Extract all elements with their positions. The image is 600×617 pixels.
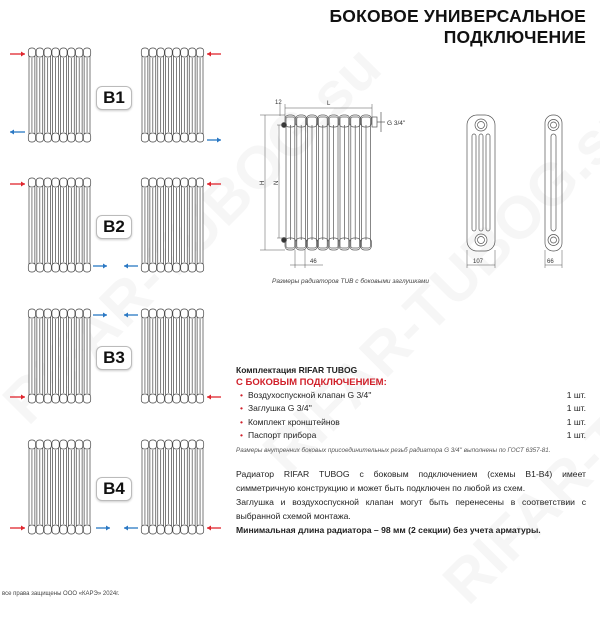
kit-item: • Заглушка G 3/4'' 1 шт. (240, 403, 586, 414)
supply-arrow-icon (207, 395, 221, 400)
kit-item-name: Паспорт прибора (247, 430, 317, 441)
copyright: все права защищены ООО «КАРЭ» 2024г. (2, 591, 120, 597)
return-arrow-icon (124, 526, 138, 531)
return-arrow-icon (207, 138, 221, 143)
return-arrow-icon (124, 313, 138, 318)
title-line-1: БОКОВОЕ УНИВЕРСАЛЬНОЕ (329, 6, 586, 26)
kit-item: • Комплект кронштейнов 1 шт. (240, 416, 586, 427)
page-title (329, 6, 586, 48)
kit-item-qty: 1 шт. (566, 389, 586, 400)
dim-107: 107 (473, 259, 484, 265)
radiator-icon (141, 178, 203, 272)
description (236, 467, 586, 537)
scheme-label-b2: B2 (96, 215, 132, 239)
scheme-label-b3: B3 (96, 346, 132, 370)
dimension-drawing (255, 90, 600, 280)
kit-item: • Паспорт прибора 1 шт. (240, 430, 586, 441)
kit-item-qty: 1 шт. (566, 403, 586, 414)
supply-arrow-icon (10, 52, 25, 57)
kit-item-name: Комплект кронштейнов (247, 416, 340, 427)
kit-note: Размеры внутренних боковых присоединительных резьб радиатора G 3/4'' выполнены по ГОСТ 6357-81. (236, 447, 551, 454)
radiator-icon (28, 178, 90, 272)
radiator-icon (141, 309, 203, 403)
dim-n: N (274, 180, 280, 185)
dim-thread: G 3/4'' (387, 120, 406, 127)
return-arrow-icon (93, 264, 107, 269)
supply-arrow-icon (10, 182, 25, 187)
drawing-caption: Размеры радиаторов TUB с боковыми заглушками (272, 278, 430, 285)
kit-item-qty: 1 шт. (566, 430, 586, 441)
return-arrow-icon (96, 526, 110, 531)
description-paragraph: Заглушка и воздухоспускной клапан могут быть перенесены в соответствии с выбранной схемой монтажа. (236, 497, 586, 521)
return-arrow-icon (93, 313, 107, 318)
radiator-icon (28, 440, 90, 534)
radiator-icon (28, 48, 90, 142)
radiator-front-view (282, 112, 386, 250)
kit-item-qty: 1 шт. (566, 416, 586, 427)
title-line-2: ПОДКЛЮЧЕНИЕ (443, 27, 586, 47)
radiator-icon (141, 440, 203, 534)
scheme-label-b1: B1 (96, 86, 132, 110)
radiator-icon (28, 309, 90, 403)
radiator-side-view-2col (545, 115, 562, 251)
kit-heading: Комплектация RIFAR TUBOG (236, 365, 358, 375)
kit-item: • Воздухоспускной клапан G 3/4'' 1 шт. (240, 389, 586, 400)
dim-h: H (260, 180, 266, 185)
supply-arrow-icon (10, 526, 25, 531)
description-min-length: Минимальная длина радиатора – 98 мм (2 секции) без учета арматуры. (236, 525, 541, 535)
return-arrow-icon (124, 264, 138, 269)
supply-arrow-icon (207, 526, 221, 531)
dim-12: 12 (275, 100, 282, 106)
return-arrow-icon (10, 130, 25, 135)
kit-subheading: С БОКОВЫМ ПОДКЛЮЧЕНИЕМ: (236, 377, 387, 388)
supply-arrow-icon (207, 52, 221, 57)
supply-arrow-icon (10, 395, 25, 400)
kit-item-name: Воздухоспускной клапан G 3/4'' (247, 389, 372, 400)
radiator-icon (141, 48, 203, 142)
description-paragraph: Радиатор RIFAR TUBOG с боковым подключением (схемы В1-В4) имеет симметричную конструкцию и может быть подключен по любой из схем. (236, 469, 586, 493)
dim-46: 46 (310, 259, 317, 265)
supply-arrow-icon (207, 182, 221, 187)
kit-item-name: Заглушка G 3/4'' (247, 403, 312, 414)
scheme-label-b4: B4 (96, 477, 132, 501)
kit-section (236, 365, 586, 454)
dim-l: L (327, 101, 331, 107)
dim-66: 66 (547, 259, 554, 265)
radiator-side-view-3col (467, 115, 495, 251)
